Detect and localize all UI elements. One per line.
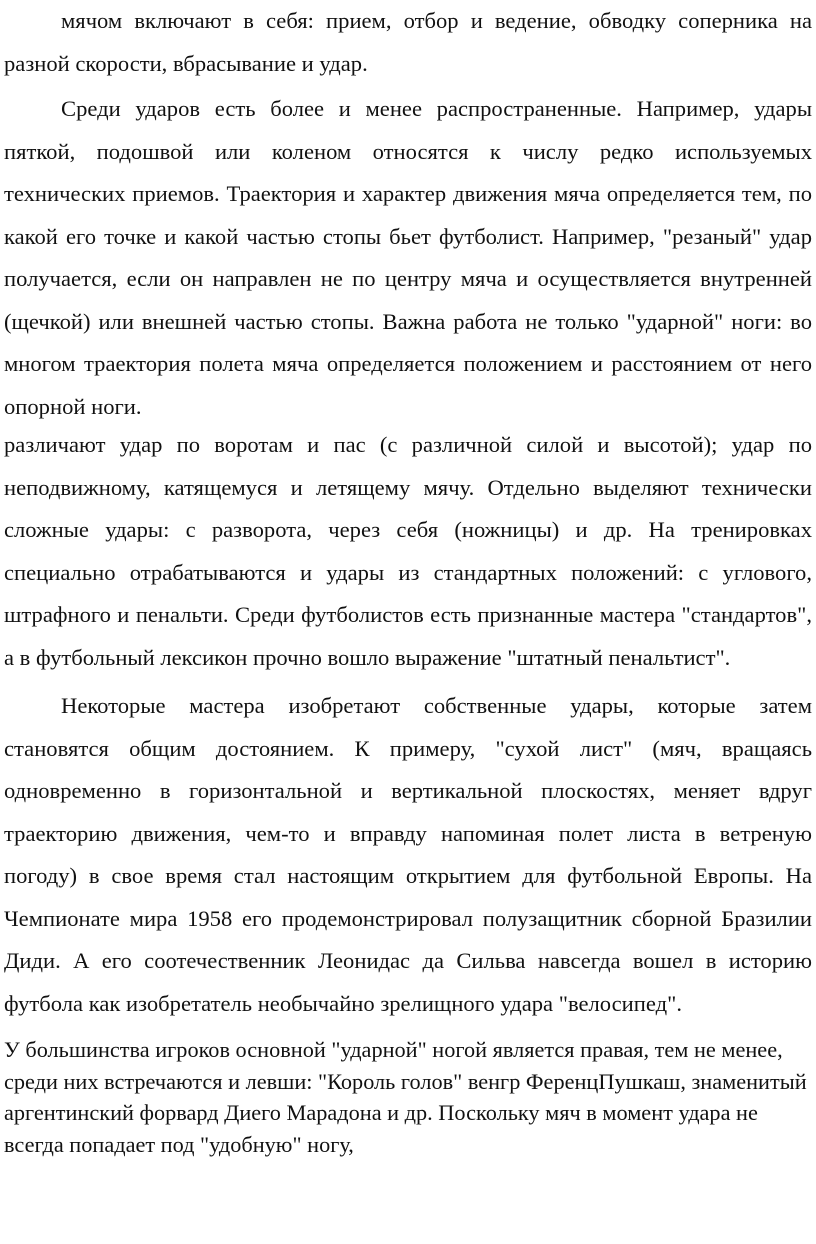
- paragraph-kicks-overview: Среди ударов есть более и менее распространенные. Например, удары пяткой, подошвой или коленом относятся к числу редко используемых технических приемов. Траектория и характер движения мяча определяется тем, по какой его точке и какой частью стопы бьет футболист. Например, "резаный" удар получается, если он направлен не по центру мяча и осуществляется внутренней (щечкой) или внешней частью стопы. Важна работа не только "ударной" ноги: во многом траектория полета мяча определяется положением и расстоянием от него опорной ноги.: [4, 96, 812, 419]
- paragraph-signature-kicks: Некоторые мастера изобретают собственные удары, которые затем становятся общим достоянием. К примеру, "сухой лист" (мяч, вращаясь одновременно в горизонтальной и вертикальной плоскостях, меняет вдруг траекторию движения, чем-то и вправду напоминая полет листа в ветреную погоду) в свое время стал настоящим открытием для футбольной Европы. На Чемпионате мира 1958 его продемонстрировал полузащитник сборной Бразилии Диди. А его соотечественник Леонидас да Сильва навсегда вошел в историю футбола как изобретатель необычайно зрелищного удара "велосипед".: [4, 693, 812, 1016]
- paragraph-continuation: мячом включают в себя: прием, отбор и ведение, обводку соперника на разной скорости, вбрасывание и удар.: [4, 8, 812, 76]
- paragraph-kicking-foot: У большинства игроков основной "ударной" ногой является правая, тем не менее, среди них встречаются и левши: "Король голов" венгр ФеренцПушкаш, знаменитый аргентинский форвард Диего Марадона и др. Поскольку мяч в момент удара не всегда попадает под "удобную" ногу,: [4, 1037, 807, 1157]
- paragraph-kick-types: различают удар по воротам и пас (с различной силой и высотой); удар по неподвижному, катящемуся и летящему мячу. Отдельно выделяют технически сложные удары: с разворота, через себя (ножницы) и др. На тренировках специально отрабатываются и удары из стандартных положений: с углового, штрафного и пенальти. Среди футболистов есть признанные мастера "стандартов", а в футбольный лексикон прочно вошло выражение "штатный пенальтист".: [4, 432, 812, 670]
